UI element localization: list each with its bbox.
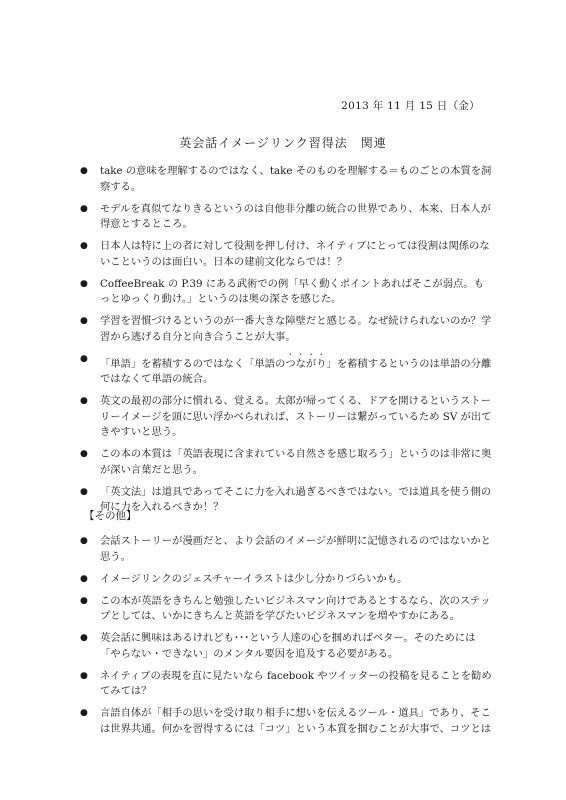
list-item: ● この本が英語をきちんと勉強したいビジネスマン向けであるとするなら、次のステップとしては、いかにきちんと英語を学びたいビジネスマンを増やすかにある。 bbox=[82, 594, 492, 625]
list-item: ● モデルを真似てなりきるというのは自他非分離の統合の世界であり、本来、日本人が得意とするところ。 bbox=[82, 202, 492, 233]
document-title: 英会話イメージリンク習得法 関連 bbox=[179, 136, 387, 150]
list-item: ● ネイティブの表現を直に見たいなら facebook やツイッターの投稿を見ることを勧めてみては？ bbox=[82, 669, 492, 700]
main-bullet-list bbox=[82, 164, 492, 522]
list-item: ● この本の本質は「英語表現に含まれている自然さを感じ取ろう」というのは非常に奥が深い言葉だと思う。 bbox=[82, 447, 492, 478]
list-item: ● 「英文法」は道具であってそこに力を入れ過ぎるべきではない。では道具を使う側の何に力を入れるべきか！？ bbox=[82, 485, 492, 516]
list-item: ● イメージリンクのジェスチャーイラストは少し分かりづらいかも。 bbox=[82, 572, 492, 588]
list-item: ● 会話ストーリーが漫画だと、より会話のイメージが鮮明に記憶されるのではないかと思う。 bbox=[82, 534, 492, 565]
other-bullet-list bbox=[82, 534, 492, 744]
list-item: ● CoffeeBreak の P.39 にある武術での例「早く動くポイントあればそこが弱点。もっとゆっくり動け。」というのは奥の深さを感じた。 bbox=[82, 277, 492, 308]
list-item: ● 学習を習慣づけるというのが一番大きな障壁だと感じる。なぜ続けられないのか？学習から逃げる自分と向き合うことが大事。 bbox=[82, 314, 492, 345]
section-heading-other: 【その他】 bbox=[84, 510, 137, 522]
list-item bbox=[82, 352, 492, 388]
emphasis-text: つながり bbox=[285, 357, 327, 370]
list-item: ● 日本人は特に上の者に対して役割を押し付け、ネイティブにとっては役割は関係のないこというのは面白い。日本の建前文化ならでは！？ bbox=[82, 239, 492, 270]
list-item: ● take の意味を理解するのではなく、take そのものを理解する＝ものごとの本質を洞察する。 bbox=[82, 164, 492, 195]
list-item: ● 言語自体が「相手の思いを受け取り相手に想いを伝えるツール・道具」であり、そこは世界共通。何かを習得するには「コツ」という本質を掴むことが大事で、コツとは bbox=[82, 706, 492, 737]
document-date: 2013 年 11 月 15 日（金） bbox=[341, 100, 480, 112]
list-item-text: 」を蓄積するというのは単語の分離ではなくて単語の統合。 bbox=[100, 357, 492, 385]
list-item: ● 英会話に興味はあるけれども･･･という人達の心を掴めればベター。そのためには「やらない・できない」のメンタル要因を追及する必要がある。 bbox=[82, 631, 492, 662]
list-item: ● 英文の最初の部分に慣れる、覚える。太郎が帰ってくる、ドアを開けるというストーリーイメージを頭に思い浮かべられれば、ストーリーは繋がっているため SV が出てきやすいと思う。 bbox=[82, 394, 492, 441]
list-item-text: 「単語」を蓄積するのではなく「単語の bbox=[100, 357, 286, 370]
